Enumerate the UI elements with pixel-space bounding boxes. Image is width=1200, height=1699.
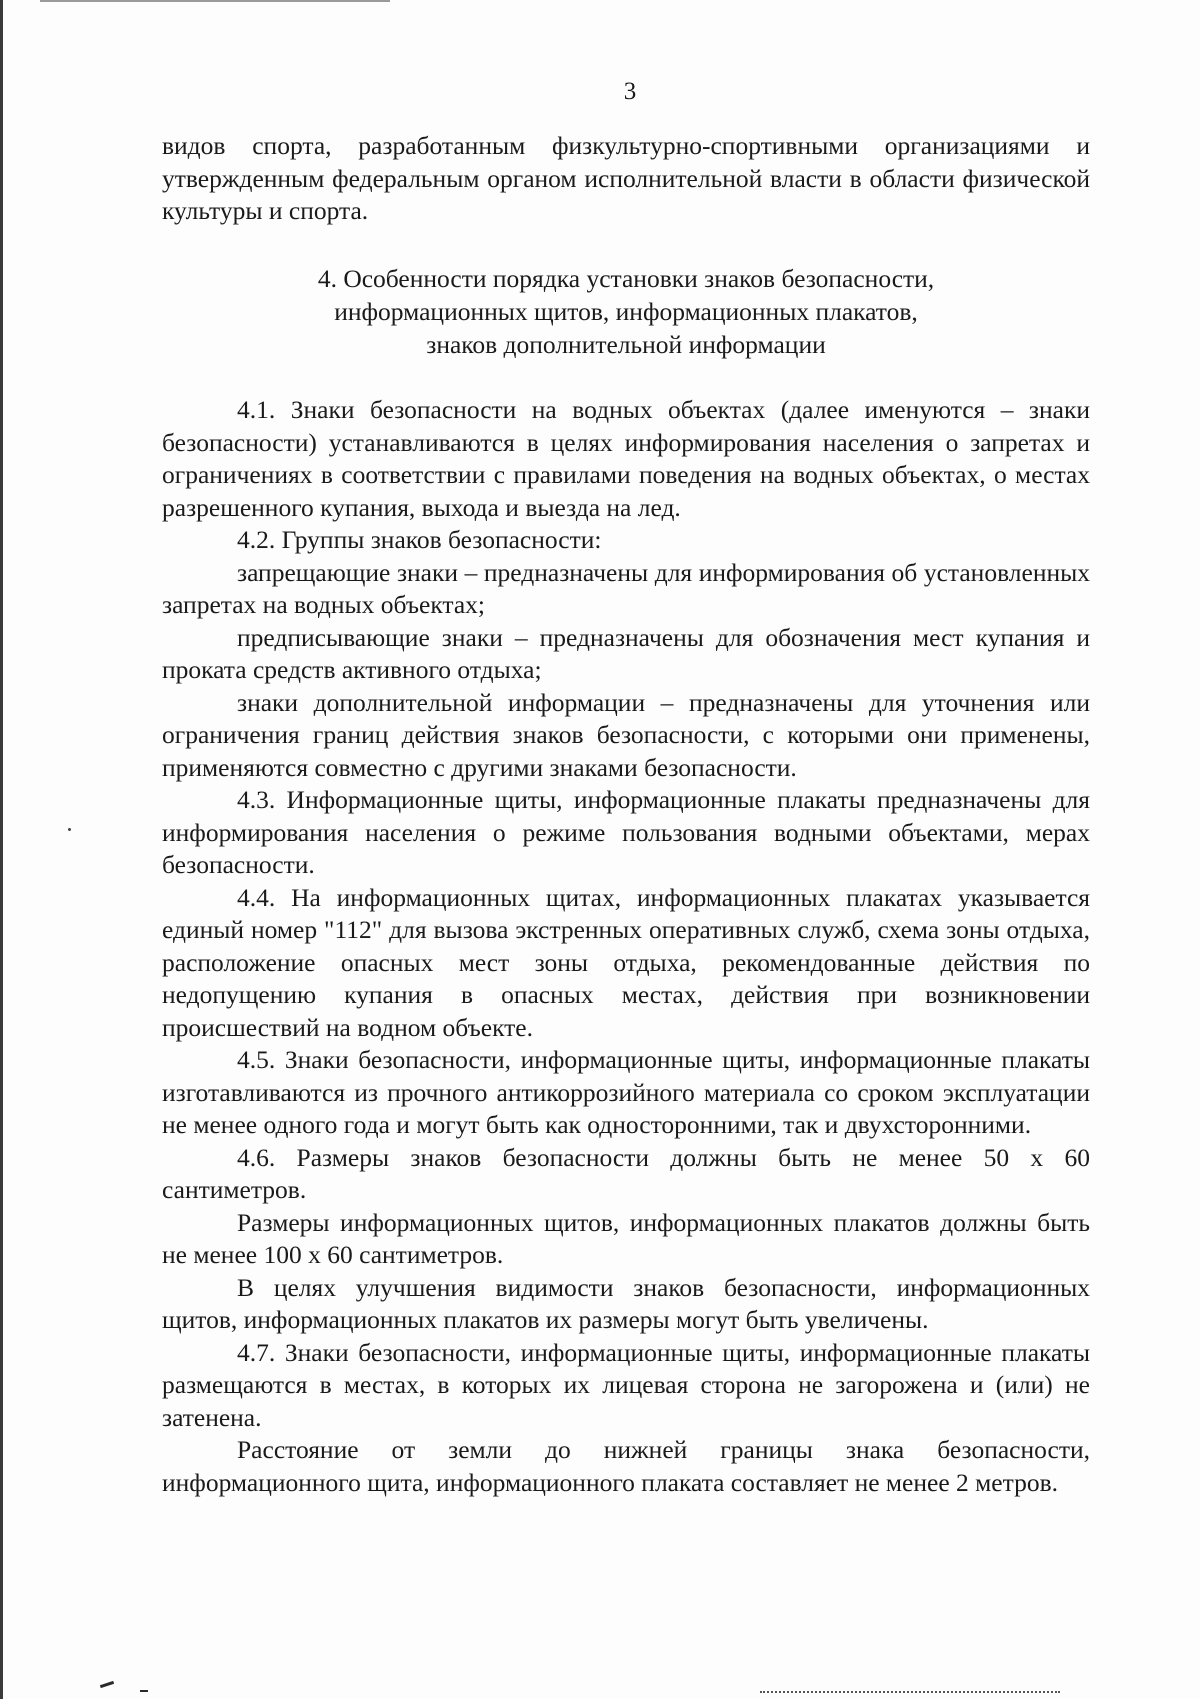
paragraph-visibility: В целях улучшения видимости знаков безопасности, информационных щитов, информационных плакатов их размеры могут быть увеличены. [162, 1272, 1090, 1334]
paragraph-prohibiting-signs: запрещающие знаки – предназначены для информирования об установленных запретах на водных объектах; [162, 557, 1090, 619]
paragraph-4-3: 4.3. Информационные щиты, информационные плакаты предназначены для информирования населения о режиме пользования водными объектами, мерах безопасности. [162, 785, 1090, 879]
paragraph-4-7: 4.7. Знаки безопасности, информационные щиты, информационные плакаты размещаются в местах, в которых их лицевая сторона не загорожена и (или) не затенена. [162, 1337, 1090, 1432]
paragraph-4-2: 4.2. Группы знаков безопасности: [237, 525, 602, 554]
paragraph-board-sizes: Размеры информационных щитов, информационных плакатов должны быть не менее 100 х 60 сантиметров. [162, 1207, 1090, 1269]
paragraph-prescriptive-signs: предписывающие знаки – предназначены для обозначения мест купания и проката средств активного отдыха; [162, 622, 1090, 684]
paragraph-distance: Расстояние от земли до нижней границы знака безопасности, информационного щита, информационного плаката составляет не менее 2 метров. [162, 1435, 1090, 1497]
section-heading [162, 262, 1090, 361]
paragraph-4-6: 4.6. Размеры знаков безопасности должны быть не менее 50 х 60 сантиметров. [162, 1142, 1090, 1204]
scan-mark [140, 1690, 148, 1692]
intro-paragraph: видов спорта, разработанным физкультурно-спортивными организациями и утвержденным федеральным органом исполнительной власти в области физической культуры и спорта. [162, 131, 1090, 225]
scan-bottom-dots [760, 1691, 1060, 1693]
paragraph-4-1: 4.1. Знаки безопасности на водных объектах (далее именуются – знаки безопасности) устанавливаются в целях информирования населения о запретах и ограничениях в соответствии с правилами поведения на водных объектах, о местах разрешенного купания, выхода и выезда на лед. [162, 395, 1090, 522]
section-body [162, 394, 1090, 1499]
page-number: 3 [623, 78, 637, 105]
paragraph-4-4: 4.4. На информационных щитах, информационных плакатах указывается единый номер "112" для вызова экстренных оперативных служб, схема зоны отдыха, расположение опасных мест зоны отдыха, рекомендованные действия по недопущению купания в опасных местах, действия при возникновении происшествий на водном объекте. [162, 882, 1090, 1042]
section-heading-line-3: знаков дополнительной информации [426, 330, 826, 359]
paragraph-4-5: 4.5. Знаки безопасности, информационные щиты, информационные плакаты изготавливаются из прочного антикоррозийного материала со сроком эксплуатации не менее одного года и могут быть как односторонними, так и двухсторонними. [162, 1045, 1090, 1139]
intro-block [162, 130, 1090, 228]
scan-mark [100, 1681, 114, 1688]
section-heading-line-2: информационных щитов, информационных плакатов, [334, 297, 918, 326]
section-heading-line-1: 4. Особенности порядка установки знаков безопасности, [317, 264, 935, 293]
paragraph-additional-info-signs: знаки дополнительной информации – предназначены для уточнения или ограничения границ действия знаков безопасности, с которыми они применены, применяются совместно с другими знаками безопасности. [162, 687, 1090, 782]
scan-speck [68, 828, 71, 831]
scan-left-edge [0, 0, 3, 1699]
scan-top-line [40, 0, 390, 2]
